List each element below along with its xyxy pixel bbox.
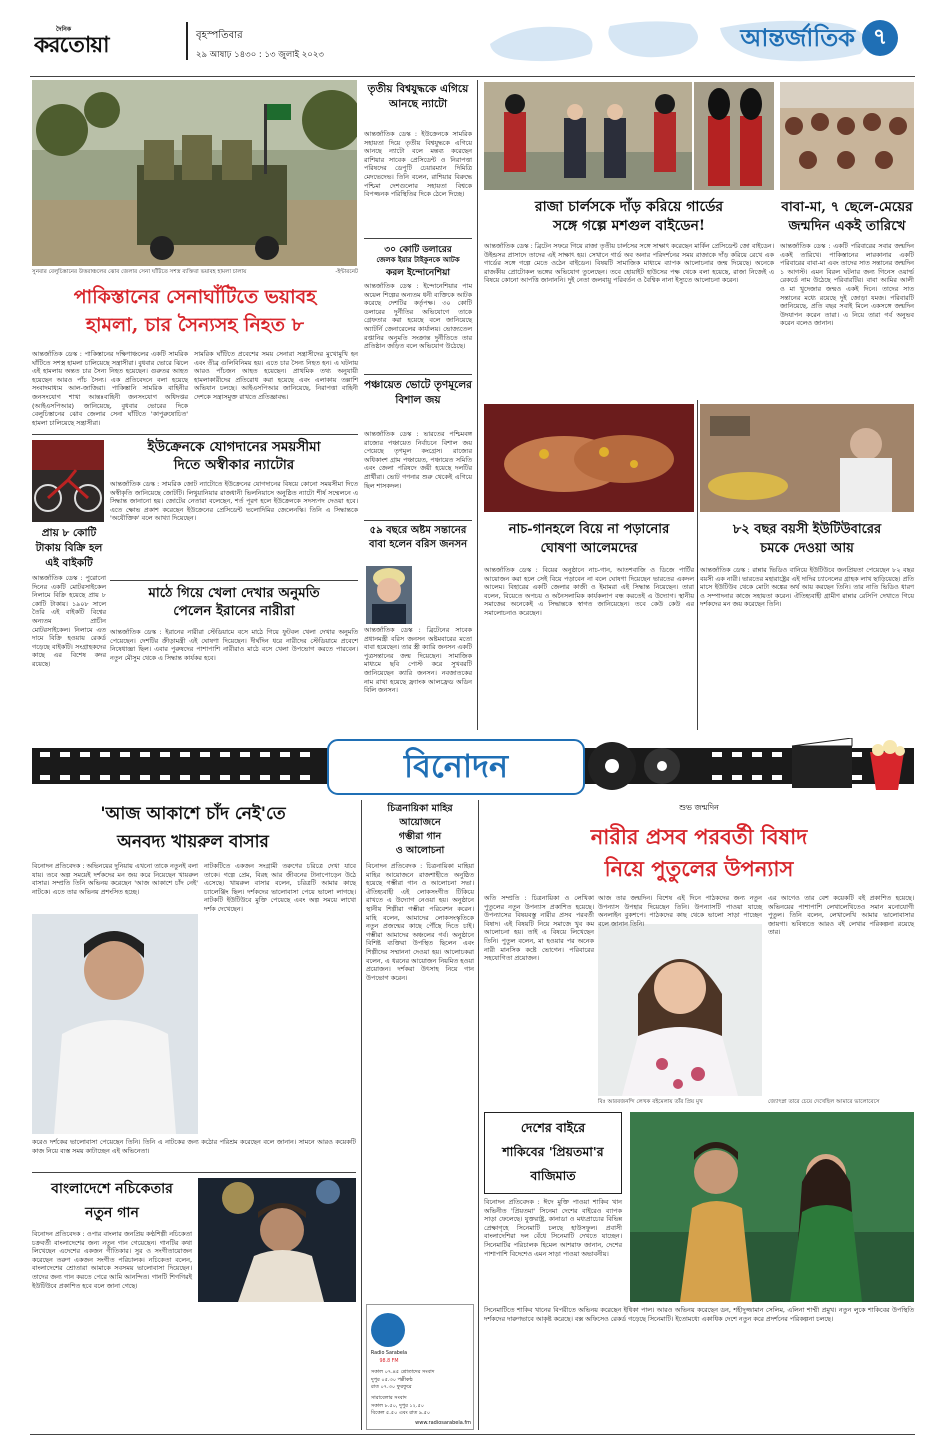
mahi-headline-4: ও আলোচনা [395, 845, 445, 856]
upper-col-divider-2 [697, 400, 698, 730]
bike-headline: প্রায় ৮ কোটি টাকায় বিক্রি হল এই বাইকটি [35, 527, 103, 569]
shakib-headline-3: বাজিমাত [530, 1168, 576, 1183]
putul-headline-2: নিয়ে পুতুলের উপন্যাস [604, 856, 794, 881]
wedding-body: আন্তর্জাতিক ডেস্ক : বিয়ের অনুষ্ঠানে নাচ-গান, আতশবাজি ও ডিজে পার্টির আয়োজন করা হলে সেই বিয়ে পড়াবেন না বলে ঘোষণা দিয়েছেন ভারতের একদল আলেম। বিহারের একটি জেলার কাজী ও ইমামরা এই সিদ্ধান্ত নিয়েছেন। তারা বলেন, বিয়েতে অপচয় ও অনৈসলামিক কার্যকলাপ বন্ধ করতেই এ উদ্যোগ। স্থানীয় সমাজের অনেকেই এ সিদ্ধান্তকে স্বাগত জানিয়েছেন। তবে কেউ কেউ এর সমালোচনাও করেছেন। [484, 566, 694, 617]
pakistan-body-1: আন্তর্জাতিক ডেস্ক : পাকিস্তানের দক্ষিণাঞ্চলের একটি সামরিক ঘাঁটিতে সশস্ত্র হামলা চালিয়েছে সন্ত্রাসীরা। বুধবার ভোরে ঝিলে এই হামলায় অন্তত চার সৈন্য নিহত হয়েছেন। গুরুতর আহত হয়েছেন আরও পাঁচ সৈন্য। এক প্রতিবেদনে বলা হয়েছে সংবাদমাধ্যম আল-জাজিরা। পাকিস্তানি সামরিক বাহিনীর জনসংযোগ শাখা আন্তঃবাহিনী জনসংযোগ অধিদপ্তর (আইএসপিআর) জানিয়েছে, বুধবার ভোরের দিকে বেলুচিস্তানের ঝোব জেলার সেনা ঘাঁটিতে 'কাপুরুষোচিত' হামলা চালিয়েছে সন্ত্রাসীরা। [32, 350, 188, 427]
radio-name: Radio Sarabela [370, 1351, 408, 1356]
khairul-basar-photo [32, 914, 198, 1134]
top-rule [30, 76, 915, 77]
putul-headline-1: নারীর প্রসব পরবর্তী বিষাদ [590, 824, 808, 849]
nachiketa-rule [32, 1172, 356, 1173]
wedding-headline-1: নাচ-গানহলে বিয়ে না পড়ানোর [508, 522, 670, 537]
shakib-headline-1: দেশের বাইরে [520, 1120, 586, 1135]
mahi-headline-1: চিত্রনায়িকা মাহির [387, 803, 453, 814]
johnson-headline: ৫৯ বছরে অষ্টম সন্তানের বাবা হলেন বরিস জনসন [368, 525, 468, 550]
priyotoma-movie-photo [630, 1112, 914, 1302]
indonesia-headline-1: ৩০ কোটি ডলারের [384, 245, 452, 255]
putul-body-2: আজ তার জন্মদিন। বিশেষ এই দিনে পাঠকদের জন্য নতুন উপন্যাস উপহার দিয়েছেন তিনি। উপন্যাসটি পাওয়া যাচ্ছে অনলাইন বুকশপে। পাঠকদের কাছ থেকে ভালো সাড়া পাচ্ছেন বলে জানান তিনি। [598, 894, 762, 928]
binodon-banner [32, 738, 914, 796]
logo [34, 24, 182, 60]
birthday-headline-2: জন্মদিন একই তারিখে [788, 218, 906, 234]
iran-body: আন্তর্জাতিক ডেস্ক : ইরানের নারীরা স্টেডিয়ামে বসে মাঠে গিয়ে ফুটবল খেলা দেখার অনুমতি পেয়েছেন। দেশটির ক্রীড়ামন্ত্রী এই ঘোষণা দিয়েছেন। দীর্ঘদিন ধরে নারীদের স্টেডিয়ামে প্রবেশে নিষেধাজ্ঞা ছিল। এবার পুরুষদের পাশাপাশি নারীরাও মাঠে বসে খেলা উপভোগ করতে পারবেন। নতুন মৌসুম থেকে এ সিদ্ধান্ত কার্যকর হবে। [110, 628, 358, 662]
radio-logo [371, 1313, 405, 1347]
binodon-title: বিনোদন [403, 747, 509, 785]
birthday-body: আন্তর্জাতিক ডেস্ক : একটি পরিবারের সবার জন্মদিন একই তারিখে। পাকিস্তানের লারকানার একটি পরিবারের বাবা-মা এবং তাদের সাত সন্তানের জন্মদিন ১ আগস্ট। এমন বিরল ঘটনার জন্য গিনেস ওয়ার্ল্ড রেকর্ডে নাম উঠেছে পরিবারটির। বাবা আমির আলী ও মা খুদেজার জন্মও একই দিনে। তাদের সাত সন্তানের মধ্যে রয়েছে দুই জোড়া যমজ। পরিবারটি জানিয়েছে, প্রতি বছর সবাই মিলে একসঙ্গে জন্মদিন উদযাপন করেন তারা। এ নিয়ে তারা গর্ব অনুভব করেন বলেও জানান। [780, 242, 914, 328]
family-birthday-photo [780, 82, 914, 190]
panchayat-headline: পঞ্চায়েত ভোটে তৃণমূলের বিশাল জয় [364, 379, 472, 406]
ukraine-headline-1: ইউক্রেনকে যোগদানের সময়সীমা [147, 439, 321, 455]
radio-url[interactable]: www.radiosarabela.fm [415, 1420, 471, 1426]
ukraine-headline-2: দিতে অস্বীকার ন্যাটোর [173, 457, 295, 473]
mahi-divider-left [361, 800, 362, 1430]
shakib-headline-2: শাকিবের 'প্রিয়তমা'র [502, 1144, 604, 1159]
pakistan-photo-credit: -ইন্টারনেট [335, 269, 358, 275]
iran-headline-1: মাঠে গিয়ে খেলা দেখার অনুমতি [148, 585, 320, 601]
johnson-rule [364, 520, 472, 521]
logo-small: দৈনিক [56, 26, 72, 33]
iran-headline-2: পেলেন ইরানের নারীরা [173, 603, 295, 619]
ukraine-rule [32, 434, 358, 435]
birthday-headline-1: বাবা-মা, ৭ ছেলে-মেয়ের [781, 199, 913, 215]
putul-caption-left: বিঃ আরবজনন্দি লেখক বইমেলায় তাঁর প্রিয় মুখ [598, 1099, 703, 1105]
wedding-hands-photo [484, 404, 694, 512]
biden-body: আন্তর্জাতিক ডেস্ক : ব্রিটেন সফরে গিয়ে রাজা তৃতীয় চার্লসের সঙ্গে সাক্ষাৎ করেছেন মার্কিন প্রেসিডেন্ট জো বাইডেন। উইন্ডসর প্রাসাদে তাদের এই সাক্ষাৎ হয়। সেখানে গার্ড অব অনার পরিদর্শনের সময় রাজাকে দাঁড় করিয়ে রেখে এক গার্ডের সঙ্গে গল্পে মেতে ওঠেন বাইডেন। বিষয়টি সামাজিক মাধ্যমে ব্যাপক আলোচনার জন্ম দিয়েছে। অনেকে রাজকীয় প্রোটোকল ভঙ্গের অভিযোগ তুলেছেন। তবে হোয়াইট হাউসের পক্ষ থেকে বলা হয়েছে, রাজা নিজেই এ বিষয়ে কোনো আপত্তি জানাননি। দুই নেতা জলবায়ু পরিবর্তন ও বৈশ্বিক নানা ইস্যুতে আলোচনা করেন। [484, 242, 774, 285]
nato-headline: তৃতীয় বিশ্বযুদ্ধকে এগিয়ে আনছে ন্যাটো [367, 83, 469, 110]
putul-photo [598, 924, 762, 1096]
radio-frequency: 98.8 FM [379, 1359, 399, 1364]
ukraine-body: আন্তর্জাতিক ডেস্ক : সামরিক জোট ন্যাটোতে ইউক্রেনের যোগদানের বিষয়ে কোনো সময়সীমা দিতে অস্বীকৃতি জানিয়েছে জোটটি। লিথুয়ানিয়ার রাজধানী ভিলনিয়াসে অনুষ্ঠিত ন্যাটো শীর্ষ সম্মেলনে এ সিদ্ধান্ত জানানো হয়। জোটের নেতারা বলেছেন, শর্ত পূরণ হলে ইউক্রেনকে সদস্যপদ দেওয়া হবে। এতে ক্ষোভ প্রকাশ করেছেন ইউক্রেনের প্রেসিডেন্ট ভলোদিমির জেলেনস্কি। তিনি এ সিদ্ধান্তকে 'অযৌক্তিক' বলে আখ্যা দিয়েছেন। [110, 480, 358, 523]
khairul-body-2: নাটকটিতে একজন সংগ্রামী তরুণের চরিত্রে দেখা যাবে তাকে। গল্পে প্রেম, বিরহ আর জীবনের টানাপোড়েন উঠে এসেছে। খায়রুল বাসার বলেন, চরিত্রটি আমার কাছে চ্যালেঞ্জিং ছিল। দর্শকদের ভালোবাসা পেয়ে ভালো লাগছে। নাটকটি ইউটিউবে মুক্তি পেয়েছে এবং অল্প সময়ে লাখো দর্শক দেখেছেন। [204, 862, 356, 913]
nachiketa-photo [198, 1178, 356, 1302]
shakib-headline-box [484, 1112, 622, 1194]
section-title: আন্তর্জাতিক [740, 23, 855, 52]
putul-caption-right: জ্যোৎস্না তারে চেয়ে দেখেছিল আমারে ভালোবেসে [768, 1099, 880, 1105]
putul-kicker: শুভ জন্মদিন [679, 803, 719, 812]
youtuber-body: আন্তর্জাতিক ডেস্ক : রান্নার ভিডিও বানিয়ে ইউটিউবে জনপ্রিয়তা পেয়েছেন ৮২ বছর বয়সী এক নারী। ভারতের মহারাষ্ট্রের এই দাদির চ্যানেলের গ্রাহক লাখ ছাড়িয়েছে। প্রতি মাসে ইউটিউব থেকে মোটা অঙ্কের অর্থ আয় করছেন তিনি। তার নাতি ভিডিও ধারণ ও সম্পাদনার কাজে সহায়তা করেন। ঐতিহ্যবাহী গ্রামীণ রান্নার রেসিপি দেখাতে গিয়ে দর্শকদের মন জয় করেছেন তিনি। [700, 566, 914, 609]
panchayat-body: আন্তর্জাতিক ডেস্ক : ভারতের পশ্চিমবঙ্গ রাজ্যের পঞ্চায়েত নির্বাচনে বিশাল জয় পেয়েছে তৃণমূল কংগ্রেস। রাজ্যের অধিকাংশ গ্রাম পঞ্চায়েত, পঞ্চায়েত সমিতি এবং জেলা পরিষদে জয়ী হয়েছে দলটির প্রার্থীরা। ভোট গণনার শুরু থেকেই এগিয়ে ছিল শাসকদল। [364, 430, 472, 490]
khairul-headline-1: 'আজ আকাশে চাঁদ নেই'তে [100, 804, 286, 824]
youtuber-headline-2: চমকে দেওয়া আয় [760, 541, 854, 556]
vintage-bike-photo [32, 440, 104, 522]
shakib-body-2: সিনেমাটিতে শাকিব খানের বিপরীতে অভিনয় করেছেন ইধিকা পাল। আরও অভিনয় করেছেন ডন, শহীদুজ্জামান সেলিম, এলিনা শাম্মী প্রমুখ। নতুন লুকে শাকিবের উপস্থিতি দর্শকদের দারুণভাবে আকৃষ্ট করেছে। বক্স অফিসেও রেকর্ড গড়েছে সিনেমাটি। ইতোমধ্যে একাধিক দেশে নতুন করে প্রদর্শনের পরিকল্পনা চলছে। [484, 1306, 914, 1323]
bike-body: আন্তর্জাতিক ডেস্ক : পুরোনো দিনের একটি মোটরসাইকেল নিলামে বিক্রি হয়েছে প্রায় ৮ কোটি টাকায়। ১৯০৮ সালে তৈরি এই বাইকটি বিশ্বের অন্যতম প্রাচীন মোটরসাইকেল। নিলামে এত দামে বিক্রি হওয়ায় রেকর্ড গড়েছে বাইকটি। সংগ্রাহকদের কাছে এর বিশেষ কদর রয়েছে। [32, 574, 106, 668]
indonesia-body: আন্তর্জাতিক ডেস্ক : ইন্দোনেশিয়ার পাম অয়েল শিল্পের অন্যতম ধনী ব্যক্তিকে আটক করেছে দেশটির কর্তৃপক্ষ। ৩০ কোটি ডলারের দুর্নীতির অভিযোগে তাকে গ্রেফতার করা হয়েছে বলে জানিয়েছে অ্যাটর্নি জেনারেলের কার্যালয়। ভোজ্যতেল রপ্তানির অনুমতি সংক্রান্ত দুর্নীতিতে তার প্রতিষ্ঠান জড়িত বলে অভিযোগ উঠেছে। [364, 282, 472, 351]
biden-charles-photo [484, 82, 692, 190]
iran-rule [110, 580, 358, 581]
masthead-day: বৃহস্পতিবার [196, 30, 243, 41]
pakistan-photo-caption: সুনবার বেলুচিস্তানের উত্তরাঞ্চলের ঝোব জেলার সেনা ঘাঁটিতে সশস্ত্র ব্যক্তিরা ভয়াবহ হামলা চালায় [32, 269, 247, 275]
upper-col-divider-1 [477, 80, 478, 730]
masthead-date: ২৯ আষাঢ় ১৪৩০ : ১৩ জুলাই ২০২৩ [196, 50, 324, 60]
royal-guard-photo [694, 82, 774, 190]
boris-johnson-photo [366, 566, 412, 624]
radio-sarabela-ad [366, 1304, 474, 1430]
nato-rule [364, 238, 472, 239]
nato-body: আন্তর্জাতিক ডেস্ক : ইউক্রেনকে সামরিক সহায়তা দিয়ে তৃতীয় বিশ্বযুদ্ধকে এগিয়ে আনছে ন্যাটো বলে মন্তব্য করেছেন রাশিয়ার সাবেক প্রেসিডেন্ট ও নিরাপত্তা পরিষদের ডেপুটি চেয়ারম্যান দিমিত্রি মেদভেদেভ। তিনি বলেন, রাশিয়ার বিরুদ্ধে পশ্চিমা দেশগুলোর সহায়তা বিশ্বকে বিপজ্জনক পরিস্থিতির দিকে ঠেলে দিচ্ছে। [364, 130, 472, 199]
shakib-body-1: বিনোদন প্রতিবেদক : ঈদে মুক্তি পাওয়া শাকিব খান অভিনীত 'প্রিয়তমা' সিনেমা দেশের বাইরেও ব্যাপক সাড়া ফেলেছে। যুক্তরাষ্ট্র, কানাডা ও মধ্যপ্রাচ্যের বিভিন্ন প্রেক্ষাগৃহে সিনেমাটি চলছে হাউসফুল। প্রবাসী বাংলাদেশিরা দল বেঁধে সিনেমাটি দেখতে যাচ্ছেন। সিনেমাটির পরিচালক হিমেল আশরাফ জানান, দেশের পাশাপাশি বিদেশেও এমন সাড়া পাওয়া অভাবনীয়। [484, 1198, 622, 1258]
page-number: ৭ [872, 25, 888, 50]
masthead [0, 0, 945, 75]
nachiketa-headline-2: নতুন গান [85, 1205, 139, 1221]
johnson-body: আন্তর্জাতিক ডেস্ক : ব্রিটেনের সাবেক প্রধানমন্ত্রী বরিস জনসন অষ্টমবারের মতো বাবা হয়েছেন। তার স্ত্রী ক্যারি জনসন একটি পুত্রসন্তানের জন্ম দিয়েছেন। সামাজিক মাধ্যমে ছবি পোস্ট করে সুখবরটি জানিয়েছেন ক্যারি জনসন। নবজাতকের নাম রাখা হয়েছে ফ্র্যাংক আলফ্রেড অডিন বিলি জনসন। [364, 626, 472, 695]
biden-headline-1: রাজা চার্লসকে দাঁড় করিয়ে গার্ডের [534, 199, 724, 215]
radio-news-schedule: সারাবেলার সংবাদ সকাল ৮.৫০, দুপুর ১২.৫০ বিকেল ৫.৫০ এবং রাত ৯.৫০ [371, 1395, 431, 1416]
nachiketa-body: বিনোদন প্রতিবেদক : ওপার বাংলার জনপ্রিয় কণ্ঠশিল্পী নচিকেতা চক্রবর্তী বাংলাদেশের জন্য নতুন গান গেয়েছেন। গানটির কথা লিখেছেন এদেশের একজন গীতিকার। সুর ও সংগীতায়োজন করেছেন তরুণ একজন সংগীত পরিচালক। নচিকেতা বলেন, বাংলাদেশের শ্রোতারা আমাকে সবসময় ভালোবাসা দিয়েছেন। তাদের জন্য গান করতে পেরে আমি আনন্দিত। গানটি শিগগিরই ইউটিউবে প্রকাশিত হবে বলে জানা গেছে। [32, 1230, 192, 1290]
nachiketa-headline-1: বাংলাদেশে নচিকেতার [51, 1181, 173, 1197]
masthead-divider [186, 22, 188, 60]
indonesia-headline-2: জেলক ইয়ার টাইকুনকে আটক [376, 255, 460, 264]
page-number-badge [862, 20, 898, 56]
putul-body-3: এর আগেও তার বেশ কয়েকটি বই প্রকাশিত হয়েছে। অভিনয়ের পাশাপাশি লেখালেখিতেও সমান মনোযোগী পুতুল। তিনি বলেন, লেখালেখি আমার ভালোবাসার জায়গা। ভবিষ্যতে আরও বই লেখার পরিকল্পনা রয়েছে তার। [768, 894, 914, 937]
pakistan-headline-1: পাকিস্তানের সেনাঘাঁটিতে ভয়াবহ [73, 286, 317, 308]
logo-text: করতোয়া [34, 32, 109, 58]
elderly-youtuber-photo [700, 404, 914, 512]
khairul-body-3: করেও দর্শকের ভালোবাসা পেয়েছেন তিনি। তিনি এ নাটকের জন্য কঠোর পরিশ্রম করেছেন বলে জানান। সামনে আরও কয়েকটি কাজ নিয়ে ব্যস্ত সময় কাটাচ্ছেন এই অভিনেতা। [32, 1138, 356, 1155]
indonesia-headline-3: করল ইন্দোনেশিয়া [385, 268, 450, 278]
biden-headline-2: সঙ্গে গল্পে মশগুল বাইডেন! [552, 218, 706, 234]
pakistan-soldiers-photo [32, 80, 357, 266]
pakistan-body-2: সামরিক ঘাঁটিতে প্রবেশের সময় সেনারা সন্ত্রাসীদের মুখোমুখি হন এবং তীব্র গুলিবিনিময় হয়। এতে চার সৈন্য নিহত হন। এ ঘটনায় আরও পাঁচজন আহত হয়েছেন। প্রাথমিক তথ্য অনুযায়ী হামলাকারীদের প্রতিরোধ করা হয়েছে এবং এলাকায় তল্লাশি অভিযান চলছে। আইএসপিআর জানিয়েছে, নিরাপত্তা বাহিনী দেশকে সন্ত্রাসমুক্ত রাখতে প্রতিজ্ঞাবদ্ধ। [194, 350, 358, 401]
putul-body-1: অতি সম্প্রতি : চিত্রনায়িকা ও লেখিকা পুতুলের নতুন উপন্যাস প্রকাশিত হয়েছে। উপন্যাসের বিষয়বস্তু নারীর প্রসব পরবর্তী বিষাদ। এই বিষয়টি নিয়ে সমাজে খুব কম আলোচনা হয়। তাই এ বিষয়ে লিখেছেন তিনি। পুতুল বলেন, মা হওয়ার পর অনেক নারী মানসিক কষ্টে ভোগেন। পরিবারের সহযোগিতা প্রয়োজন। [484, 894, 594, 963]
pakistan-headline-2: হামলা, চার সৈন্যসহ নিহত ৮ [86, 314, 304, 336]
mahi-headline-2: আয়োজনে [399, 817, 441, 828]
bottom-rule [30, 1434, 915, 1435]
wedding-headline-2: ঘোষণা আলেমদের [540, 541, 638, 556]
mahi-headline-3: গম্ভীরা গান [398, 831, 442, 842]
putul-divider-left [478, 800, 479, 1430]
khairul-body-1: বিনোদন প্রতিবেদক : অভিনয়ের দুনিয়ায় এখনো তাকে নতুনই বলা যায়। তবে অল্প সময়েই দর্শকদের মন জয় করে নিয়েছেন খায়রুল বাসার। সম্প্রতি তিনি অভিনয় করেছেন 'আজ আকাশে চাঁদ নেই' নাটকে। এতে তার অভিনয় প্রশংসিত হচ্ছে। [32, 862, 198, 896]
mahi-body: বিনোদন প্রতিবেদক : চিত্রনায়িকা মাহিয়া মাহির আয়োজনে রাজশাহীতে অনুষ্ঠিত হয়েছে গম্ভীরা গান ও আলোচনা সভা। ঐতিহ্যবাহী এই লোকসংগীত টিকিয়ে রাখতে এ উদ্যোগ নেওয়া হয়। অনুষ্ঠানে স্থানীয় শিল্পীরা গম্ভীরা পরিবেশন করেন। মাহি বলেন, আমাদের লোকসংস্কৃতিকে নতুন প্রজন্মের কাছে পৌঁছে দিতে চাই। গম্ভীরা আমাদের অঞ্চলের গর্ব। অনুষ্ঠানে বিশিষ্ট ব্যক্তিরা উপস্থিত ছিলেন এবং শিল্পীদের সম্মাননা দেওয়া হয়। আলোচকরা বলেন, এ ধরনের আয়োজন নিয়মিত হওয়া প্রয়োজন। দর্শকরা উৎসাহ নিয়ে গান উপভোগ করেন। [366, 862, 474, 982]
youtuber-headline-1: ৮২ বছর বয়সী ইউটিউবারের [732, 522, 882, 537]
khairul-headline-2: অনবদ্য খায়রুল বাসার [117, 832, 269, 852]
panchayat-rule [364, 374, 472, 375]
radio-schedule: সকাল ০৭.৪৫ শ্রোতাদের সংবাদ দুপুর ০৫.৩০ পল্লীকন্ঠ রাত ০৭.৩০ ফুরফুরে [371, 1369, 435, 1390]
